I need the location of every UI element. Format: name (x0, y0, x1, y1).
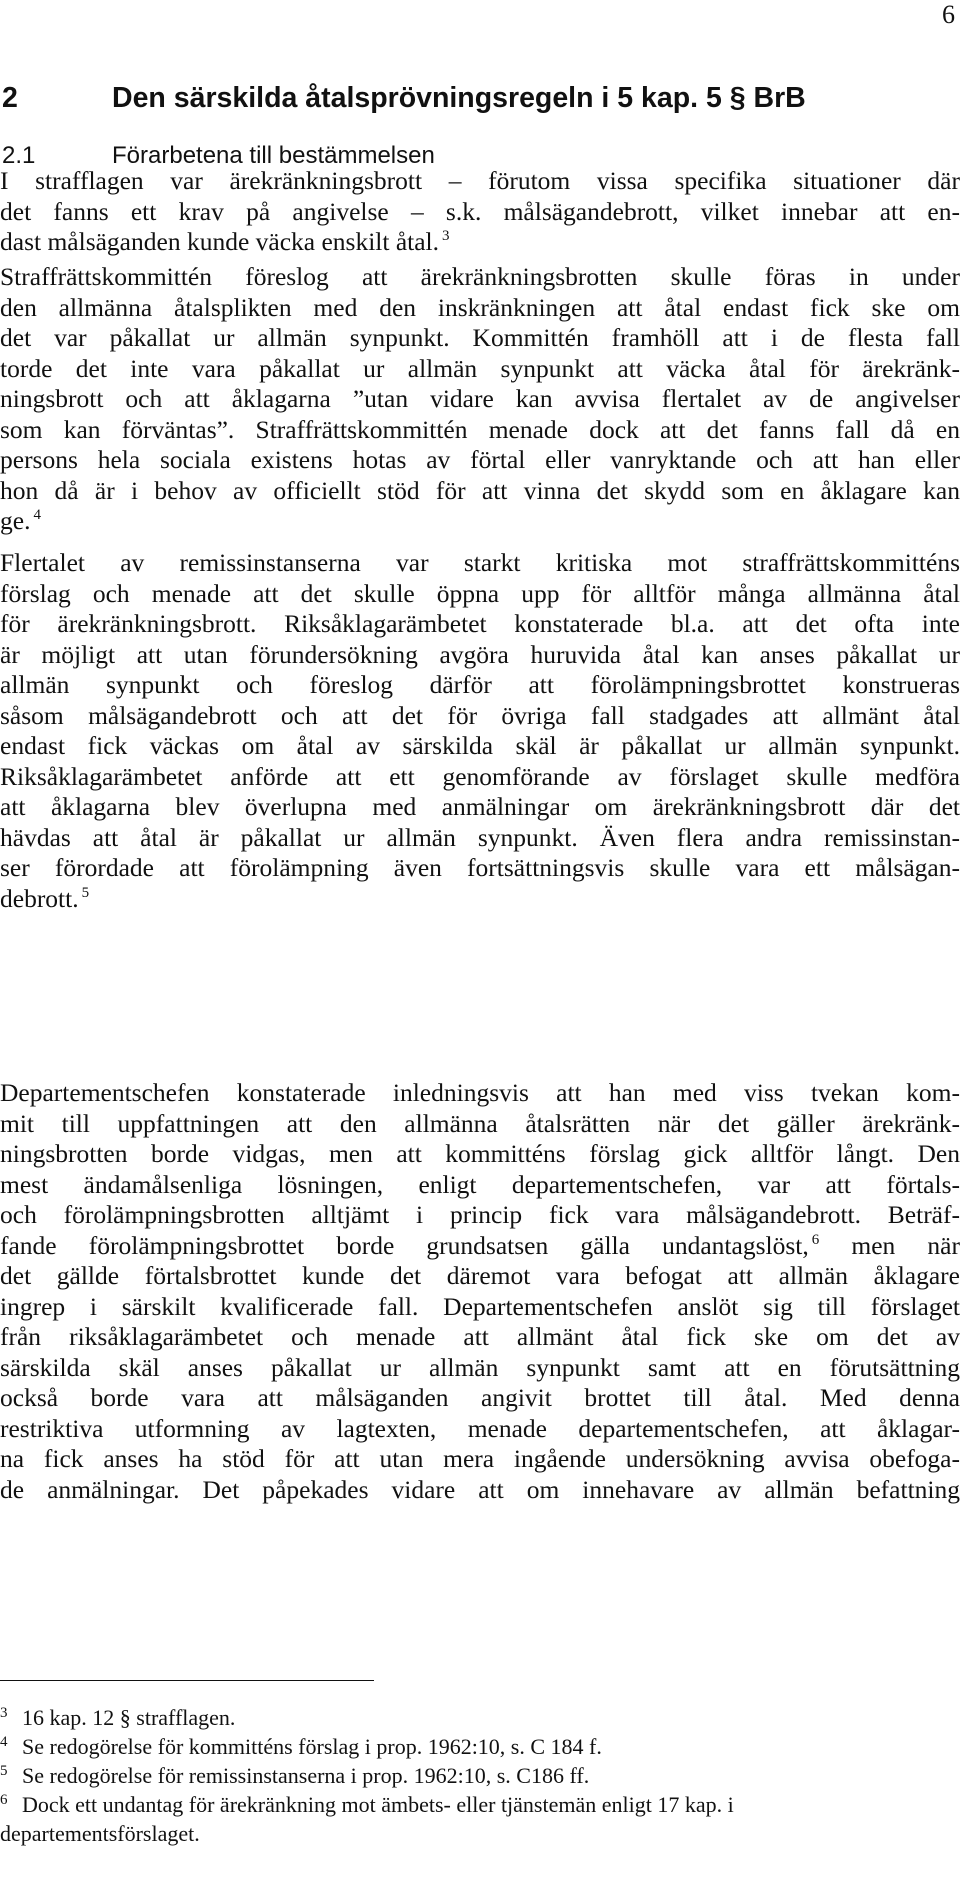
text-line-content: ge. (0, 506, 31, 535)
text-line: från riksåklagarämbetet och menade att allmänt åtal fick ske om det av (0, 1322, 960, 1351)
footnote-text: 16 kap. 12 § strafflagen. (22, 1705, 236, 1730)
text-line: för ärekränkningsbrott. Riksåklagarämbetet konstaterade bl.a. att det ofta inte (0, 609, 960, 638)
text-line: och förolämpningsbrotten alltjämt i princip fick vara målsägandebrott. Beträf- (0, 1200, 960, 1229)
text-line: endast fick väckas om åtal av särskilda skäl är påkallat ur allmän synpunkt. (0, 731, 960, 760)
section-number: 2 (2, 82, 18, 114)
text-line: allmän synpunkt och föreslog därför att förolämpningsbrottet konstrueras (0, 670, 960, 699)
footnote-ref[interactable]: 6 (811, 1231, 820, 1248)
text-line: särskilda skäl anses påkallat ur allmän synpunkt samt att en förutsättning (0, 1352, 960, 1382)
text-line: är möjligt att utan förundersökning avgöra huruvida åtal kan anses påkallat ur (0, 639, 960, 669)
text-line: hävdas att åtal är påkallat ur allmän synpunkt. Även flera andra remissinstan- (0, 822, 960, 852)
text-line: restriktiva utformning av lagtexten, menade departementschefen, att åklagar- (0, 1413, 960, 1443)
text-line-content: dast målsäganden kunde väcka enskilt åtal. (0, 227, 440, 256)
text-line: ningsbrott och att åklagarna ”utan vidare kan avvisa flertalet av de angivelser (0, 384, 960, 413)
text-line: torde det inte vara påkallat ur allmän synpunkt att väcka åtal för ärekränk- (0, 353, 960, 383)
footnote-text: departementsförslaget. (0, 1821, 200, 1846)
paragraph-1 (0, 166, 960, 258)
subsection-number: 2.1 (2, 142, 36, 169)
text-line (0, 1231, 960, 1262)
footnote-divider (0, 1680, 374, 1681)
paragraph-3 (0, 548, 960, 914)
text-line: mest ändamålsenliga lösningen, enligt departementschefen, var att förtals- (0, 1169, 960, 1199)
text-line: förslag och menade att det skulle öppna upp för alltför många allmänna åtal (0, 578, 960, 608)
subsection-title: Förarbetena till bestämmelsen (112, 142, 435, 169)
text-line: Flertalet av remissinstanserna var starkt kritiska mot straffrättskommitténs (0, 548, 960, 577)
footnote-6-continued (0, 1820, 200, 1848)
text-line: ser förordade att förolämpning även fortsättningsvis skulle vara ett målsägan- (0, 853, 960, 882)
text-line: na fick anses ha stöd för att utan mera ingående undersökning avvisa obefoga- (0, 1444, 960, 1473)
text-line: mit till uppfattningen att den allmänna åtalsrätten när det gäller ärekränk- (0, 1108, 960, 1138)
section-heading (2, 80, 806, 116)
text-line (0, 506, 960, 537)
text-line: I strafflagen var ärekränkningsbrott – förutom vissa specifika situationer där (0, 166, 960, 195)
footnote-ref[interactable]: 4 (33, 507, 41, 523)
text-line (0, 884, 960, 915)
page-number: 6 (942, 0, 955, 29)
text-line: såsom målsägandebrott och att det för övriga fall stadgades att allmänt åtal (0, 700, 960, 730)
text-line: det gällde förtalsbrottet kunde det däremot vara befogat att allmän åklagare (0, 1261, 960, 1290)
text-line: ingrep i särskilt kvalificerade fall. Departementschefen anslöt sig till förslaget (0, 1291, 960, 1321)
text-line: Riksåklagarämbetet anförde att ett genomförande av förslaget skulle medföra (0, 761, 960, 791)
text-line: ningsbrotten borde vidgas, men att kommitténs förslag gick alltför långt. Den (0, 1139, 960, 1168)
footnote-ref[interactable]: 3 (442, 228, 450, 244)
text-line: det var påkallat ur allmän synpunkt. Kommittén framhöll att i de flesta fall (0, 323, 960, 352)
text-line (0, 227, 960, 258)
footnote-ref[interactable]: 5 (81, 884, 90, 901)
section-title: Den särskilda åtalsprövningsregeln i 5 kap. 5 § BrB (112, 82, 806, 114)
text-line: persons hela sociala existens hotas av förtal eller vanryktande och att han eller (0, 445, 960, 474)
footnote-4: 4 Se redogörelse för kommitténs förslag i prop. 1962:10, s. C 184 f. (0, 1734, 602, 1759)
text-line-tail: men när (819, 1230, 960, 1260)
text-line: det fanns ett krav på angivelse – s.k. målsägandebrott, vilket innebar att en- (0, 196, 960, 226)
text-line: också borde vara att målsäganden angivit brottet till åtal. Med denna (0, 1383, 960, 1412)
footnote-3: 3 16 kap. 12 § strafflagen. (0, 1705, 236, 1730)
text-line: som kan förväntas”. Straffrättskommittén menade dock att det fanns fall då en (0, 414, 960, 444)
text-line: Straffrättskommittén föreslog att ärekränkningsbrotten skulle föras in under (0, 262, 960, 291)
paragraph-2 (0, 262, 960, 537)
text-line-content: fande förolämpningsbrottet borde grundsatsen gälla undantagslöst, (0, 1230, 809, 1260)
paragraph-4 (0, 1078, 960, 1505)
footnote-6: 6 Dock ett undantag för ärekränkning mot ämbets- eller tjänstemän enligt 17 kap. i (0, 1792, 734, 1817)
text-line: den allmänna åtalsplikten med den inskränkningen att åtal endast fick ske om (0, 292, 960, 322)
footnote-text: Se redogörelse för kommitténs förslag i prop. 1962:10, s. C 184 f. (22, 1734, 602, 1759)
text-line-content: debrott. (0, 883, 79, 913)
footnote-5: 5 Se redogörelse för remissinstanserna i prop. 1962:10, s. C186 ff. (0, 1763, 590, 1788)
footnote-text: Se redogörelse för remissinstanserna i prop. 1962:10, s. C186 ff. (22, 1763, 590, 1788)
text-line: de anmälningar. Det påpekades vidare att om innehavare av allmän befattning (0, 1474, 960, 1504)
text-line: hon då är i behov av officiellt stöd för att vinna det skydd som en åklagare kan (0, 475, 960, 505)
text-line: att åklagarna blev överlupna med anmälningar om ärekränkningsbrott där det (0, 792, 960, 821)
text-line: Departementschefen konstaterade inledningsvis att han med viss tvekan kom- (0, 1078, 960, 1107)
footnote-text: Dock ett undantag för ärekränkning mot ämbets- eller tjänstemän enligt 17 kap. i (22, 1792, 734, 1817)
